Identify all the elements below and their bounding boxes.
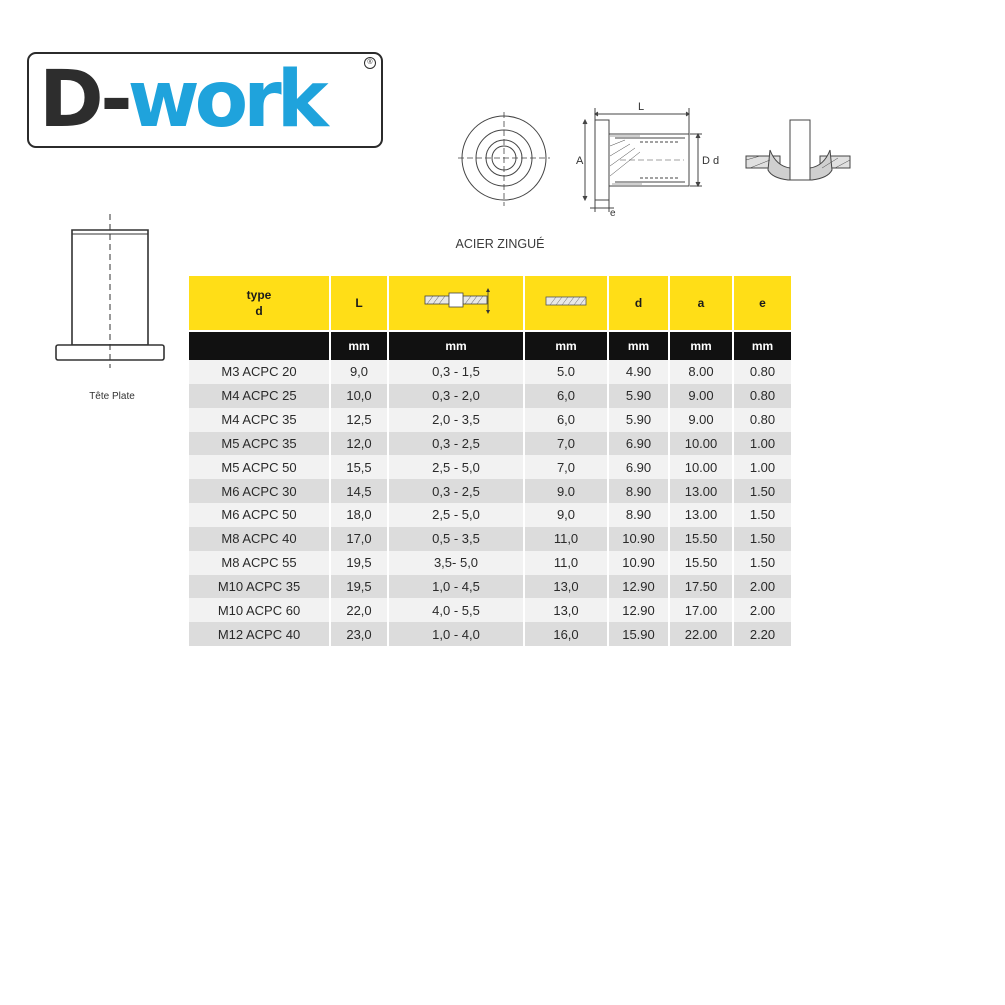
table-cell: 1.50 [733,503,791,527]
table-cell: 0.80 [733,384,791,408]
table-cell: 11,0 [524,551,608,575]
table-cell: M4 ACPC 25 [189,384,330,408]
logo-brand: D- [39,55,128,145]
table-cell: 0,5 - 3,5 [388,527,524,551]
table-cell: 1.50 [733,527,791,551]
table-cell: 6.90 [608,432,669,456]
table-cell: 12,5 [330,408,388,432]
table-cell: 17.50 [669,575,733,599]
dimension-label-dd: D d [702,155,720,167]
table-cell: 1.50 [733,551,791,575]
table-cell: 5.90 [608,408,669,432]
table-cell: 7,0 [524,455,608,479]
table-cell: M4 ACPC 35 [189,408,330,432]
table-cell: 1.00 [733,432,791,456]
table-cell: 10.90 [608,527,669,551]
material-title: ACIER ZINGUÉ [455,237,545,251]
unit-cell: mm [733,331,791,360]
brand-logo [27,52,383,148]
table-row [189,384,791,408]
header-a: a [669,276,733,331]
table-cell: 6.90 [608,455,669,479]
table-cell: M8 ACPC 55 [189,551,330,575]
unit-cell: mm [330,331,388,360]
table-header-row [189,276,791,331]
table-cell: 19,5 [330,575,388,599]
table-cell: 10,0 [330,384,388,408]
table-cell: 17.00 [669,598,733,622]
table-cell: 8.00 [669,360,733,384]
dimension-label-a: A [576,155,584,167]
table-cell: 15.50 [669,551,733,575]
plate-grip-range-icon [421,287,491,315]
table-cell: 2,5 - 5,0 [388,503,524,527]
table-cell: 3,5- 5,0 [388,551,524,575]
table-cell: 10.00 [669,432,733,456]
table-cell: 0,3 - 1,5 [388,360,524,384]
table-cell: M10 ACPC 60 [189,598,330,622]
table-cell: 1.00 [733,455,791,479]
table-cell: 1.50 [733,479,791,503]
table-cell: 15.50 [669,527,733,551]
table-cell: 1,0 - 4,5 [388,575,524,599]
table-cell: 11,0 [524,527,608,551]
table-cell: 4.90 [608,360,669,384]
table-row [189,527,791,551]
spec-table [189,276,791,646]
unit-cell: mm [669,331,733,360]
table-cell: 13.00 [669,479,733,503]
table-cell: 22.00 [669,622,733,646]
header-hole-diameter [524,276,608,331]
table-cell: 5.0 [524,360,608,384]
table-cell: 17,0 [330,527,388,551]
table-cell: M12 ACPC 40 [189,622,330,646]
side-view-drawing [583,108,702,212]
table-cell: 0,3 - 2,0 [388,384,524,408]
logo-brand-accent: work [127,55,324,145]
table-cell: 13,0 [524,598,608,622]
table-units-row [189,331,791,360]
table-cell: 10.90 [608,551,669,575]
table-row [189,408,791,432]
table-cell: M8 ACPC 40 [189,527,330,551]
table-cell: 2,5 - 5,0 [388,455,524,479]
table-cell: 2.20 [733,622,791,646]
table-cell: 19,5 [330,551,388,575]
header-grip-range [388,276,524,331]
table-cell: 14,5 [330,479,388,503]
flat-head-profile-drawing [50,210,170,370]
table-cell: 13,0 [524,575,608,599]
table-cell: 12.90 [608,575,669,599]
header-e: e [733,276,791,331]
table-cell: 2.00 [733,598,791,622]
table-row [189,479,791,503]
registered-mark: ® [364,57,376,69]
dimension-label-e: e [610,208,616,219]
table-cell: 23,0 [330,622,388,646]
table-cell: 22,0 [330,598,388,622]
table-row [189,503,791,527]
table-cell: 9.0 [524,479,608,503]
table-cell: 16,0 [524,622,608,646]
front-view-drawing [458,112,550,206]
table-cell: 9,0 [524,503,608,527]
header-type-line2: d [255,304,263,318]
table-cell: 18,0 [330,503,388,527]
table-cell: M5 ACPC 35 [189,432,330,456]
dimension-label-l: L [638,101,645,113]
header-type [189,276,330,331]
header-d: d [608,276,669,331]
table-body [189,360,791,646]
installed-view-drawing [746,120,850,180]
table-cell: M6 ACPC 50 [189,503,330,527]
table-cell: M6 ACPC 30 [189,479,330,503]
table-row [189,432,791,456]
table-row [189,551,791,575]
header-length: L [330,276,388,331]
table-cell: 6,0 [524,408,608,432]
table-cell: 9.00 [669,408,733,432]
table-cell: 8.90 [608,479,669,503]
technical-drawings [450,100,860,220]
table-cell: 1,0 - 4,0 [388,622,524,646]
table-cell: 9,0 [330,360,388,384]
table-row [189,575,791,599]
table-cell: 0.80 [733,408,791,432]
table-cell: 6,0 [524,384,608,408]
table-cell: 12.90 [608,598,669,622]
table-cell: 0,3 - 2,5 [388,432,524,456]
unit-cell: mm [388,331,524,360]
table-row [189,360,791,384]
unit-cell: mm [524,331,608,360]
table-cell: 12,0 [330,432,388,456]
table-cell: M10 ACPC 35 [189,575,330,599]
unit-cell [189,331,330,360]
table-cell: 7,0 [524,432,608,456]
table-cell: 8.90 [608,503,669,527]
logo-wordmark [39,50,324,150]
table-cell: 5.90 [608,384,669,408]
table-cell: 4,0 - 5,5 [388,598,524,622]
unit-cell: mm [608,331,669,360]
table-row [189,598,791,622]
table-row [189,455,791,479]
table-cell: 9.00 [669,384,733,408]
table-cell: 2,0 - 3,5 [388,408,524,432]
table-cell: 10.00 [669,455,733,479]
hole-diameter-icon [544,293,588,309]
table-cell: 15.90 [608,622,669,646]
table-cell: 13.00 [669,503,733,527]
table-cell: 2.00 [733,575,791,599]
table-cell: 0.80 [733,360,791,384]
header-type-line1: type [246,288,272,302]
flat-head-caption: Tête Plate [89,391,135,402]
table-cell: M5 ACPC 50 [189,455,330,479]
table-row [189,622,791,646]
table-cell: 0,3 - 2,5 [388,479,524,503]
table-cell: M3 ACPC 20 [189,360,330,384]
table-cell: 15,5 [330,455,388,479]
